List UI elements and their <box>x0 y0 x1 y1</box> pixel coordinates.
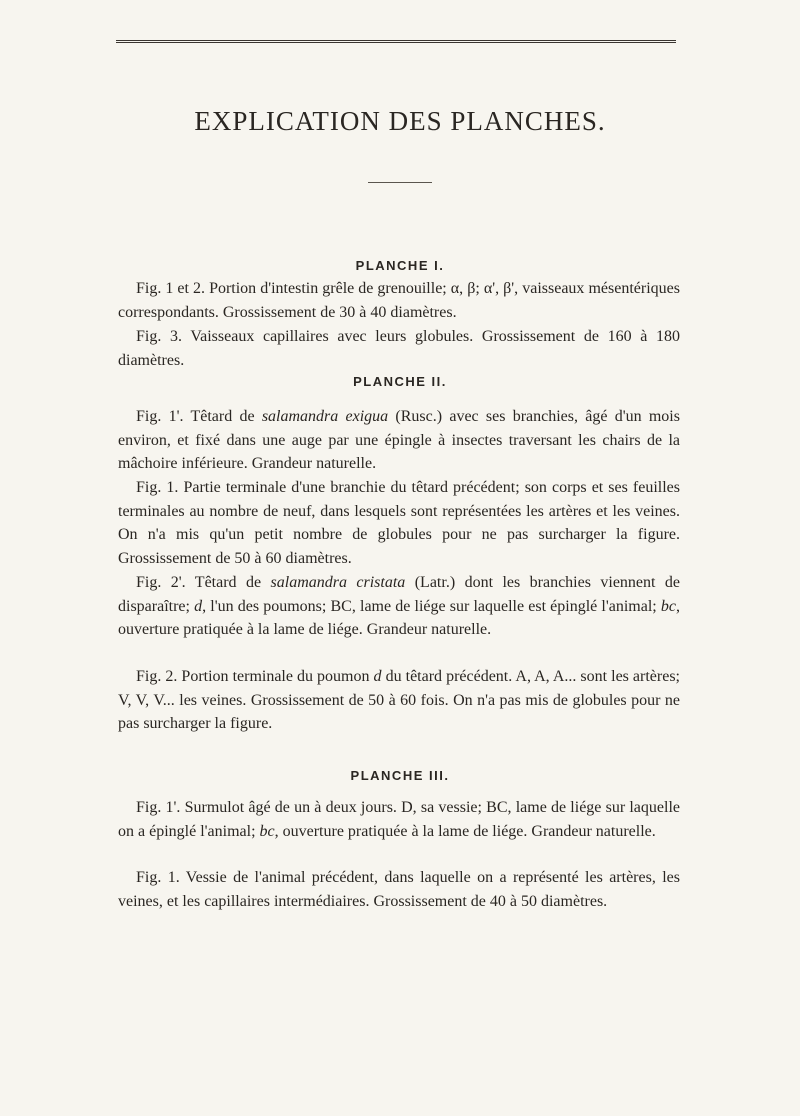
plate-2-fig-1prime: Fig. 1'. Têtard de salamandra exigua (Rusc.) avec ses branchies, âgé d'un mois environ, et fixé dans une auge par une épingle à insectes traversant les chairs de la mâchoire inférieure. Grandeur naturelle. <box>118 408 680 472</box>
plate-3-fig-1: Fig. 1. Vessie de l'animal précédent, dans laquelle on a représenté les artères, les veines, et les capillaires intermédiaires. Grossissement de 40 à 50 diamètres. <box>118 869 680 910</box>
plate-2-fig-2prime: Fig. 2'. Têtard de salamandra cristata (Latr.) dont les branchies viennent de disparaître; d, l'un des poumons; BC, lame de liége sur laquelle est épinglé l'animal; bc, ouverture pratiquée à la lame de liége. Grandeur naturelle. <box>118 574 681 638</box>
page-title: EXPLICATION DES PLANCHES. <box>194 106 606 136</box>
title-divider <box>368 182 432 183</box>
plate-2-fig-2: Fig. 2. Portion terminale du poumon d du têtard précédent. A, A, A... sont les artères; V, V, V... les veines. Grossissement de 50 à 60 fois. On n'a pas mis de globules pour ne pas surcharger la figure. <box>118 668 681 732</box>
plate-heading-1: PLANCHE I. <box>355 258 445 273</box>
plate-2-fig-1: Fig. 1. Partie terminale d'une branchie du têtard précédent; son corps et ses feuilles terminales au nombre de neuf, dans lesquels sont représentées les artères et les veines. On n'a mis qu'un petit nombre de globules pour ne pas surcharger la figure. Grossissement de 50 à 60 diamètres. <box>118 479 680 567</box>
top-double-rule <box>116 40 676 47</box>
plate-1-fig-1-2: Fig. 1 et 2. Portion d'intestin grêle de grenouille; α, β; α', β', vaisseaux mésentériques correspondants. Grossissement de 30 à 40 diamètres. <box>118 280 680 321</box>
plate-heading-3: PLANCHE III. <box>350 768 450 783</box>
plate-3-fig-1prime: Fig. 1'. Surmulot âgé de un à deux jours. D, sa vessie; BC, lame de liége sur laquelle on a épinglé l'animal; bc, ouverture pratiquée à la lame de liége. Grandeur naturelle. <box>118 799 680 840</box>
plate-heading-2: PLANCHE II. <box>353 374 447 389</box>
plate-1-fig-3: Fig. 3. Vaisseaux capillaires avec leurs globules. Grossissement de 160 à 180 diamètres. <box>118 328 680 369</box>
